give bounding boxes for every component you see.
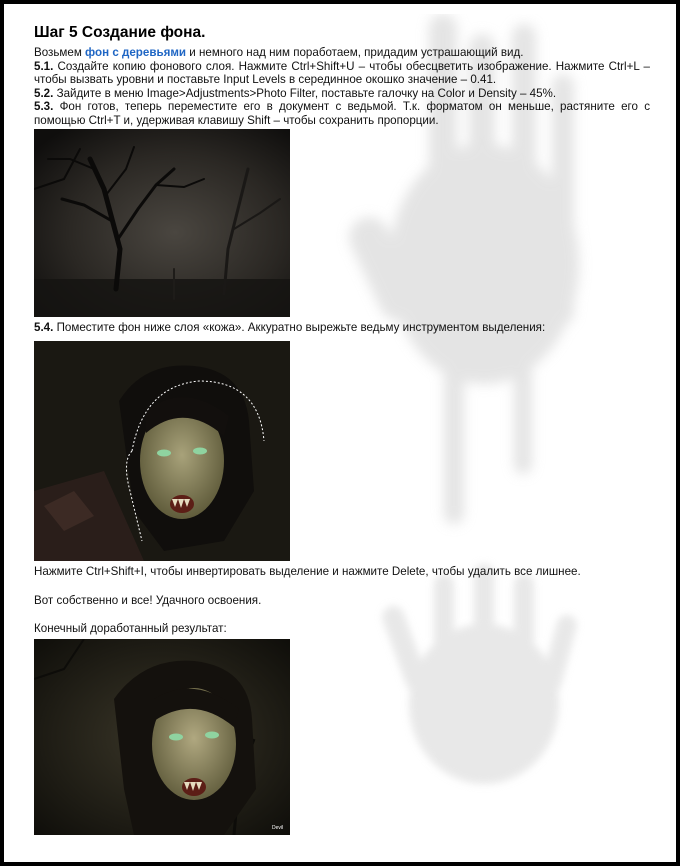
step-5-1	[34, 60, 650, 87]
closing-text: Вот собственно и все! Удачного освоения.	[34, 593, 262, 607]
article-content	[34, 24, 650, 835]
forest-background-image	[34, 129, 290, 317]
step-5-3	[34, 100, 650, 127]
step-number: 5.3.	[34, 100, 54, 114]
step-number: 5.1.	[34, 59, 54, 73]
result-label: Конечный доработанный результат:	[34, 622, 227, 636]
step-text: Фон готов, теперь переместите его в документ с ведьмой. Т.к. форматом он меньше, растяните его с помощью Ctrl+T и, удерживая клавишу Shift – чтобы сохранить пропорции.	[34, 100, 650, 127]
spacer	[34, 579, 650, 594]
result-signature: Devil	[272, 824, 284, 831]
step-text: Создайте копию фонового слоя. Нажмите Ctrl+Shift+U – чтобы обесцветить изображение. Нажмите Ctrl+L – чтобы вызвать уровни и поставьте Input Levels в серединное окошко значение – 0.41.	[34, 59, 650, 87]
witch-selection-image	[34, 341, 290, 561]
spacer	[34, 607, 650, 622]
step-5-4	[34, 321, 650, 335]
final-result-image	[34, 639, 290, 835]
step-number: 5.4.	[34, 320, 54, 334]
intro-after: и немного над ним поработаем, придадим устрашающий вид.	[186, 46, 524, 59]
intro-before: Возьмем	[34, 46, 86, 59]
page-title: Шаг 5 Создание фона.	[34, 24, 206, 41]
step-text: Зайдите в меню Image>Adjustments>Photo Filter, поставьте галочку на Color и Density – 45%.	[53, 86, 557, 100]
step-text: Поместите фон ниже слоя «кожа». Аккуратно вырежьте ведьму инструментом выделения:	[53, 320, 546, 334]
background-link[interactable]: фон с деревьями	[85, 46, 187, 59]
invert-note: Нажмите Ctrl+Shift+I, чтобы инвертировать выделение и нажмите Delete, чтобы удалить все лишнее.	[34, 565, 581, 579]
intro-paragraph	[34, 46, 650, 60]
step-number: 5.2.	[34, 86, 54, 100]
step-5-2	[34, 87, 650, 101]
